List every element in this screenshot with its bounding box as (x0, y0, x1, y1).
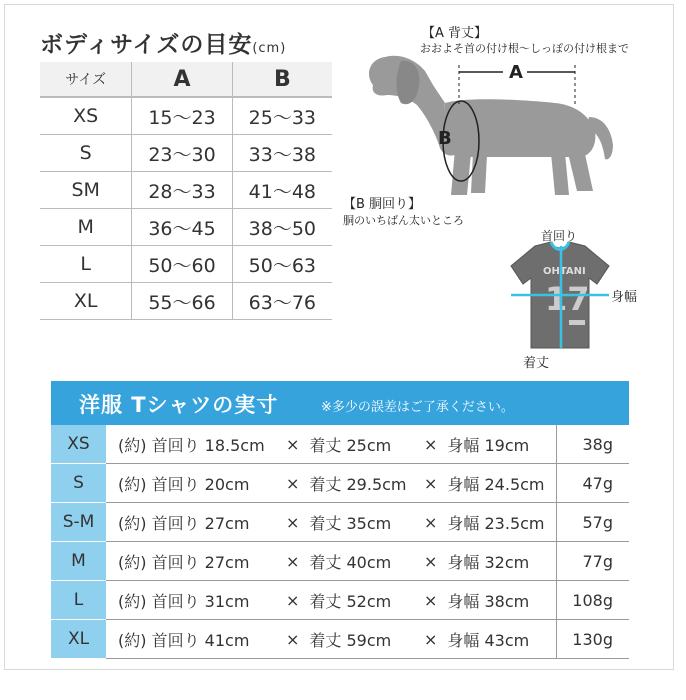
tshirt-icon (505, 240, 615, 352)
body-size-table (40, 62, 332, 320)
b-marker: B (438, 128, 452, 149)
times-sign: × (286, 629, 300, 649)
size-cell: XS (51, 425, 106, 464)
size-cell: L (51, 581, 106, 620)
times-sign: × (286, 434, 300, 454)
width-cell: 身幅 38cm (447, 591, 530, 611)
width-cell: 身幅 43cm (447, 630, 530, 650)
shirt-name-text: OHTANI (543, 266, 586, 277)
title-unit: (cm) (252, 41, 287, 56)
times-sign: × (286, 512, 300, 532)
weight-cell: 77g (556, 542, 629, 580)
neck-label: 首回り (541, 229, 578, 243)
table-row (40, 135, 332, 172)
size-cell: M (51, 542, 106, 581)
width-cell: 身幅 23.5cm (447, 513, 545, 533)
table-row (51, 464, 629, 503)
width-cell: 身幅 19cm (447, 435, 530, 455)
a-description: おおよそ首の付け根〜しっぽの付け根まで (420, 42, 629, 55)
garment-title: 洋服 Tシャツの実寸 (79, 393, 279, 417)
times-sign: × (424, 629, 438, 649)
a-cell: 15〜23 (131, 98, 231, 134)
a-cell: 50〜60 (131, 246, 231, 282)
a-marker: A (509, 62, 523, 83)
times-sign: × (286, 590, 300, 610)
weight-cell: 130g (556, 620, 629, 658)
width-label: 身幅 (611, 290, 638, 305)
header-a: A (131, 62, 231, 96)
weight-cell: 38g (556, 425, 629, 463)
size-cell: S-M (51, 503, 106, 542)
weight-cell: 57g (556, 503, 629, 541)
table-row (51, 620, 629, 659)
length-cell: 着丈 29.5cm (309, 474, 407, 494)
size-cell: XL (73, 290, 98, 312)
neck-cell: (約) 首回り 41cm (118, 630, 250, 650)
size-cell: S (51, 464, 106, 503)
size-cell: XL (51, 620, 106, 659)
b-description: 胴のいちばん太いところ (343, 214, 464, 227)
neck-cell: (約) 首回り 20cm (118, 474, 250, 494)
length-cell: 着丈 52cm (309, 591, 392, 611)
width-cell: 身幅 32cm (447, 552, 530, 572)
weight-cell: 108g (556, 581, 629, 619)
table-row (51, 425, 629, 464)
table-row (40, 98, 332, 135)
length-cell: 着丈 25cm (309, 435, 392, 455)
width-cell: 身幅 24.5cm (447, 474, 545, 494)
b-cell: 25〜33 (232, 98, 332, 134)
table-row (40, 283, 332, 320)
weight-cell: 47g (556, 464, 629, 502)
length-cell: 着丈 59cm (309, 630, 392, 650)
times-sign: × (424, 551, 438, 571)
b-cell: 63〜76 (232, 283, 332, 319)
table-row (51, 542, 629, 581)
table-row (40, 172, 332, 209)
dog-silhouette (355, 45, 625, 205)
title-text: ボディサイズの目安 (40, 32, 253, 58)
header-size: サイズ (65, 72, 107, 88)
header-b: B (232, 62, 332, 96)
shirt-number-text: 17 (545, 280, 590, 318)
table-row (40, 209, 332, 246)
neck-cell: (約) 首回り 31cm (118, 591, 250, 611)
a-cell: 55〜66 (131, 283, 231, 319)
times-sign: × (286, 473, 300, 493)
a-title: 【A 背丈】 (422, 26, 488, 41)
times-sign: × (286, 551, 300, 571)
times-sign: × (424, 434, 438, 454)
table-row (40, 246, 332, 283)
garment-table (51, 425, 629, 659)
a-cell: 36〜45 (131, 209, 231, 245)
a-cell: 28〜33 (131, 172, 231, 208)
neck-cell: (約) 首回り 18.5cm (118, 435, 265, 455)
b-cell: 50〜63 (232, 246, 332, 282)
table-row (51, 503, 629, 542)
times-sign: × (424, 590, 438, 610)
length-label: 着丈 (523, 356, 550, 371)
times-sign: × (424, 473, 438, 493)
b-cell: 41〜48 (232, 172, 332, 208)
b-title: 【B 胴回り】 (343, 197, 422, 212)
garment-table-header (51, 381, 629, 425)
size-cell: L (80, 253, 91, 275)
a-cell: 23〜30 (131, 135, 231, 171)
table-row (51, 581, 629, 620)
size-cell: XS (73, 105, 99, 127)
size-cell: M (77, 216, 94, 238)
page-title (40, 26, 286, 59)
size-table-header (40, 62, 332, 98)
b-cell: 38〜50 (232, 209, 332, 245)
neck-cell: (約) 首回り 27cm (118, 513, 250, 533)
length-cell: 着丈 35cm (309, 513, 392, 533)
times-sign: × (424, 512, 438, 532)
garment-note: ※多少の誤差はご了承ください。 (321, 400, 514, 415)
b-cell: 33〜38 (232, 135, 332, 171)
neck-cell: (約) 首回り 27cm (118, 552, 250, 572)
size-cell: S (79, 142, 92, 164)
size-cell: SM (71, 179, 100, 201)
length-cell: 着丈 40cm (309, 552, 392, 572)
